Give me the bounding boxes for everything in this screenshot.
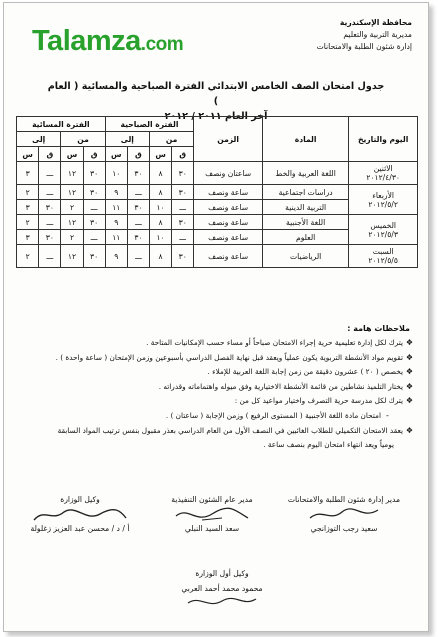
duration-cell: ساعة ونصف: [194, 245, 263, 268]
header-minute: ق: [172, 147, 194, 162]
document-page: [3, 2, 429, 632]
signature-block-executive-affairs: [152, 495, 272, 533]
time-cell: ٨: [149, 162, 171, 185]
time-cell: ـــ: [127, 245, 149, 268]
title-line-1: جدول امتحان الصف الخامس الابتدائي الفترة الصباحية والمسائية ( العام ): [47, 81, 385, 107]
time-cell: ـــ: [83, 230, 105, 245]
handwritten-signature: [172, 506, 252, 524]
note-continuation: يومياً ويعد انتهاء امتحان اليوم بنصف ساعة .: [263, 440, 394, 450]
header-line-directorate: مديرية التربية والتعليم: [343, 30, 412, 39]
table-row: [17, 162, 418, 185]
header-evening-from: من: [61, 132, 105, 147]
time-cell: ٣٠: [83, 162, 105, 185]
header-hour: س: [149, 147, 171, 162]
time-cell: ٨: [149, 215, 171, 230]
table-row: [17, 185, 418, 200]
time-cell: ٨: [149, 245, 171, 268]
site-logo[interactable]: Talamza.com: [32, 25, 184, 57]
time-cell: ١٢: [61, 162, 83, 185]
table-row: [17, 245, 418, 268]
signature-block-undersecretary: [14, 495, 146, 533]
diamond-bullet-icon: ❖: [405, 425, 414, 435]
subject-cell: الرياضيات: [262, 245, 348, 268]
title-line-2: آخر العام ٢٠١١ / ٢٠١٢: [164, 111, 268, 122]
time-cell: ٣٠: [83, 245, 105, 268]
signature-title: وكيل الوزارة: [60, 495, 100, 504]
time-cell: ٣٠: [172, 162, 194, 185]
header-line-department: إدارة شئون الطلبة والامتحانات: [316, 42, 412, 51]
diamond-bullet-icon: ❖: [405, 396, 414, 406]
signature-title: وكيل أول الوزارة: [195, 569, 249, 578]
header-evening: الفترة المسائية: [17, 117, 106, 132]
time-cell: ١٠: [149, 200, 171, 215]
exam-schedule-table: [16, 116, 418, 268]
diamond-bullet-icon: ❖: [405, 338, 414, 347]
handwritten-signature: [30, 506, 130, 524]
day-name: الاثنين: [373, 164, 393, 173]
time-cell: ٩: [105, 245, 127, 268]
time-cell: ٣٠: [127, 200, 149, 215]
diamond-bullet-icon: ❖: [405, 352, 414, 362]
time-cell: ٣: [17, 162, 39, 185]
time-cell: ٢: [61, 230, 83, 245]
signature-title: مدير عام الشئون التنفيذية: [171, 495, 253, 504]
signature-block-students-affairs: [274, 495, 414, 533]
signature-name: أ / د / محسن عبد العزيز زغلولة: [30, 524, 130, 533]
time-cell: ٣٠: [39, 230, 61, 245]
time-cell: ـــ: [127, 215, 149, 230]
signature-block-first-undersecretary: [162, 569, 282, 611]
time-cell: ـــ: [83, 200, 105, 215]
handwritten-signature: [304, 506, 384, 524]
header-day: اليوم والتاريخ: [349, 117, 418, 162]
time-cell: ٣٠: [83, 185, 105, 200]
duration-cell: ساعتان ونصف: [194, 162, 263, 185]
time-cell: ٢: [61, 200, 83, 215]
day-date: ٢٠١٢/٤/٣٠: [366, 173, 400, 182]
header-minute: ق: [39, 147, 61, 162]
day-date: ٢٠١٢/٥/٢: [368, 199, 398, 209]
time-cell: ـــ: [127, 185, 149, 200]
time-cell: ٣٠: [39, 200, 61, 215]
header-morning-to: إلى: [105, 132, 149, 147]
day-name: الأربعاء: [372, 190, 395, 200]
header-subject: المادة: [262, 117, 348, 162]
signature-title: مدير إدارة شئون الطلبة والامتحانات: [287, 495, 401, 504]
time-cell: ٣٠: [83, 215, 105, 230]
time-cell: ٣: [17, 230, 39, 245]
note-item: ❖يعقد الامتحان التكميلي للطلاب الغائبين في النصف الأول من العام الدراسي بعذر مقبول بنفس ترتيب المواد السابقة: [12, 424, 416, 439]
time-cell: ـــ: [39, 185, 61, 200]
diamond-bullet-icon: ❖: [405, 381, 414, 391]
time-cell: ٣٠: [172, 215, 194, 230]
header-morning: الفترة الصباحية: [105, 117, 194, 132]
header-minute: ق: [83, 147, 105, 162]
day-name: السبت: [372, 247, 394, 256]
note-item: ❖يترك لكل إدارة تعليمية حرية إجراء الامتحان صباحاً أو مساء حسب الإمكانيات المتاحة .: [12, 336, 416, 351]
header-hour: س: [17, 147, 39, 162]
day-cell: [349, 162, 418, 185]
time-cell: ـــ: [39, 245, 61, 268]
time-cell: ١٠: [149, 230, 171, 245]
header-hour: س: [105, 147, 127, 162]
signature-name: محمود محمد أحمد العربي: [181, 584, 263, 593]
time-cell: ـــ: [172, 230, 194, 245]
time-cell: ٩: [105, 185, 127, 200]
header-line-governorate: محافظة الإسكندرية: [339, 18, 412, 27]
time-cell: ـــ: [172, 200, 194, 215]
time-cell: ٣: [17, 200, 39, 215]
time-cell: ٩: [105, 215, 127, 230]
header-hour: س: [61, 147, 83, 162]
header-duration: الزمن: [194, 117, 263, 162]
subject-cell: اللغة العربية والخط: [262, 162, 348, 185]
duration-cell: ساعة ونصف: [194, 200, 263, 215]
time-cell: ١٠: [105, 162, 127, 185]
day-date: ٢٠١٢/٥/٣: [368, 229, 398, 239]
ministry-header: [292, 17, 412, 53]
time-cell: ٨: [149, 185, 171, 200]
time-cell: ١٢: [61, 245, 83, 268]
day-cell: [349, 245, 418, 268]
time-cell: ـــ: [39, 215, 61, 230]
subject-cell: العلوم: [262, 230, 348, 245]
duration-cell: ساعة ونصف: [194, 215, 263, 230]
notes-list: [12, 336, 416, 453]
note-item: ❖يختار التلميذ نشاطين من قائمة الأنشطة الاختيارية وفق ميوله واهتماماته وقدراته .: [12, 380, 416, 395]
table-row: [17, 215, 418, 230]
handwritten-signature: [182, 595, 262, 611]
note-item: ❖يترك لكل مدرسة حرية التصرف واختيار مواعيد كل من :: [12, 394, 416, 409]
note-item: ❖تقويم مواد الأنشطة التربوية يكون عملياً ويعقد قبل نهاية الفصل الدراسي بأسبوعين وزمن الإمتحان ( ساعة واحدة ) .: [12, 351, 416, 366]
subject-cell: التربية الدينية: [262, 200, 348, 215]
note-item: ❖يخصص ( ٢٠ ) عشرون دقيقة من زمن إجابة اللغة العربية للإملاء .: [12, 365, 416, 380]
time-cell: ١١: [105, 200, 127, 215]
time-cell: ١١: [105, 230, 127, 245]
day-date: ٢٠١٢/٥/٥: [368, 256, 398, 265]
time-cell: ٣٠: [127, 230, 149, 245]
duration-cell: ساعة ونصف: [194, 185, 263, 200]
header-minute: ق: [127, 147, 149, 162]
time-cell: ٢: [17, 185, 39, 200]
time-cell: ٣٠: [172, 185, 194, 200]
duration-cell: ساعة ونصف: [194, 230, 263, 245]
notes-title: ملاحظات هامة :: [347, 324, 410, 333]
day-cell: [349, 185, 418, 215]
time-cell: ١٢: [61, 185, 83, 200]
note-subitem: -امتحان مادة اللغة الأجنبية ( المستوى الرفيع ) وزمن الإجابة ( ساعتان ) .: [12, 409, 416, 424]
time-cell: ١٢: [61, 215, 83, 230]
header-evening-to: إلى: [17, 132, 61, 147]
subject-cell: اللغة الأجنبية: [262, 215, 348, 230]
time-cell: ـــ: [39, 162, 61, 185]
time-cell: ٣٠: [127, 162, 149, 185]
diamond-bullet-icon: ❖: [405, 367, 414, 377]
time-cell: ٢: [17, 215, 39, 230]
dash-bullet-icon: -: [386, 410, 389, 420]
day-cell: [349, 215, 418, 245]
signature-name: سعد السيد النبلي: [184, 524, 240, 533]
signature-name: سعيد رجب التوزانجي: [310, 524, 378, 533]
time-cell: ٢: [17, 245, 39, 268]
day-name: الخميس: [370, 220, 397, 230]
header-morning-from: من: [149, 132, 193, 147]
time-cell: ٣٠: [172, 245, 194, 268]
subject-cell: دراسات اجتماعية: [262, 185, 348, 200]
